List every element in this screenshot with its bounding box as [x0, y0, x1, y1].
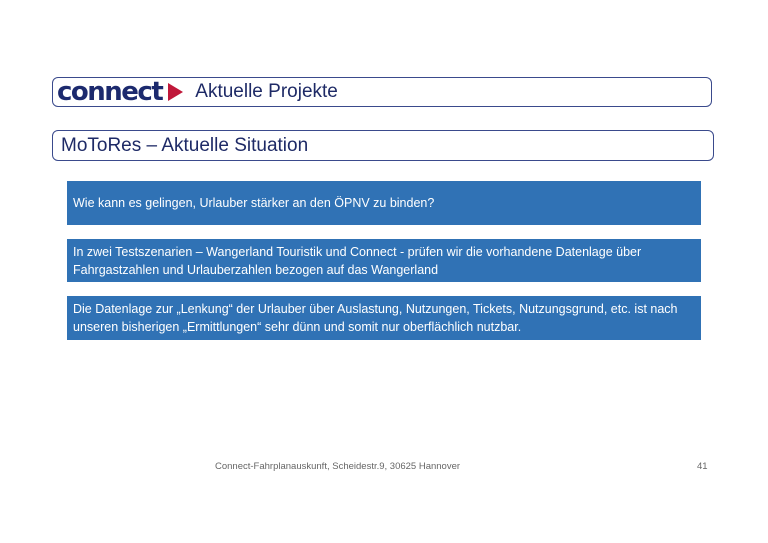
play-triangle-icon	[168, 83, 183, 101]
header-banner	[52, 77, 712, 107]
info-box-question	[67, 181, 701, 225]
footer-address: Connect-Fahrplanauskunft, Scheidestr.9, 30625 Hannover	[215, 461, 461, 472]
header-title: Aktuelle Projekte	[195, 81, 338, 102]
info-box-text: In zwei Testszenarien – Wangerland Touristik und Connect - prüfen wir die vorhandene Datenlage über Fahrgastzahlen und Urlauberzahlen bezogen auf das Wangerland	[73, 244, 642, 277]
page-number: 41	[697, 461, 708, 472]
info-box-data-situation	[67, 296, 701, 340]
info-box-text: Wie kann es gelingen, Urlauber stärker an den ÖPNV zu binden?	[73, 196, 435, 210]
connect-logo: connect	[57, 77, 163, 107]
info-box-text: Die Datenlage zur „Lenkung“ der Urlauber über Auslastung, Nutzungen, Tickets, Nutzungsgrund, etc. ist nach unseren bisherigen „Ermittlungen“ sehr dünn und somit nur oberflächlich nutzbar.	[73, 302, 678, 334]
slide-subtitle: MoToRes – Aktuelle Situation	[52, 130, 714, 161]
info-box-testscenarios	[67, 239, 701, 282]
